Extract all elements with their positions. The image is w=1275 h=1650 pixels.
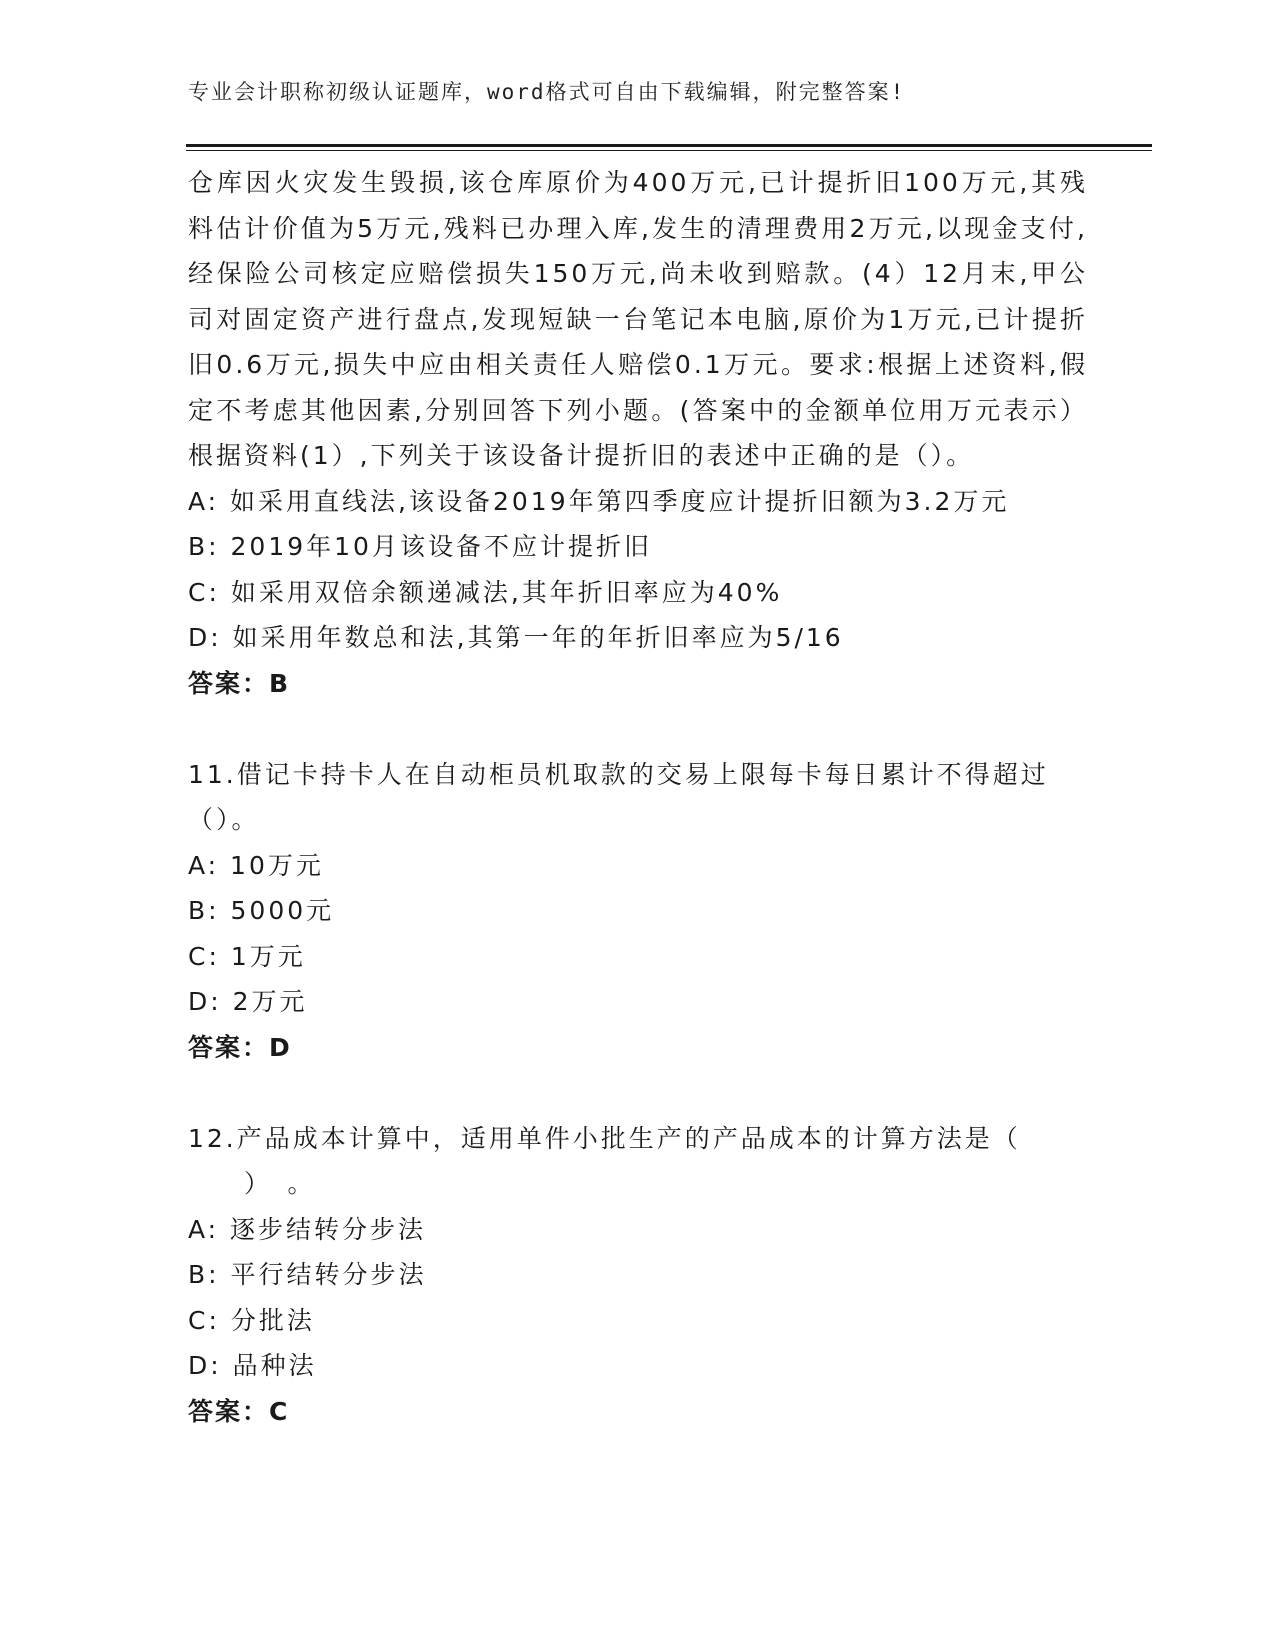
question-12-option-b: B: 平行结转分步法: [188, 1260, 427, 1289]
document-body: [188, 160, 1088, 1434]
question-11-stem-line1: 11.借记卡持卡人在自动柜员机取款的交易上限每卡每日累计不得超过: [188, 759, 1049, 789]
question-10-stem: 仓库因火灾发生毁损,该仓库原价为400万元,已计提折旧100万元,其残料估计价值为5万元,残料已办理入库,发生的清理费用2万元,以现金支付,经保险公司核定应赔偿损失150万元,尚未收到赔款。(4）12月末,甲公司对固定资产进行盘点,发现短缺一台笔记本电脑,原价为1万元,已计提折旧0.6万元,损失中应由相关责任人赔偿0.1万元。要求:根据上述资料,假定不考虑其他因素,分别回答下列小题。(答案中的金额单位用万元表示）根据资料(1）,下列关于该设备计提折旧的表述中正确的是（）。: [188, 168, 1088, 470]
question-12-answer: 答案：C: [188, 1396, 290, 1426]
question-12-option-d: D: 品种法: [188, 1351, 317, 1380]
question-10-option-d: D: 如采用年数总和法,其第一年的年折旧率应为5/16: [188, 623, 844, 652]
page-header: 专业会计职称初级认证题库，word格式可自由下载编辑，附完整答案!: [188, 80, 906, 104]
question-12-stem-line2: ） 。: [188, 1169, 316, 1198]
header-rule-thick: [186, 144, 1152, 147]
question-11-option-b: B: 5000元: [188, 896, 335, 925]
question-12-option-c: C: 分批法: [188, 1305, 315, 1335]
question-12-stem-line1: 12.产品成本计算中，适用单件小批生产的产品成本的计算方法是（: [188, 1123, 1021, 1153]
question-10-option-c: C: 如采用双倍余额递减法,其年折旧率应为40%: [188, 577, 783, 607]
question-10-answer: 答案：B: [188, 668, 291, 698]
header-rule-thin: [186, 150, 1152, 151]
spacer: [188, 1070, 1088, 1116]
question-11-stem-line2: （）。: [188, 805, 260, 834]
question-10-option-a: A: 如采用直线法,该设备2019年第四季度应计提折旧额为3.2万元: [188, 486, 1010, 516]
question-10-option-b: B: 2019年10月该设备不应计提折旧: [188, 532, 652, 561]
question-11-answer: 答案：D: [188, 1032, 292, 1062]
question-11-option-a: A: 10万元: [188, 850, 324, 880]
question-11-option-c: C: 1万元: [188, 941, 306, 971]
question-12-option-a: A: 逐步结转分步法: [188, 1214, 427, 1244]
question-11-option-d: D: 2万元: [188, 987, 308, 1016]
spacer: [188, 706, 1088, 752]
